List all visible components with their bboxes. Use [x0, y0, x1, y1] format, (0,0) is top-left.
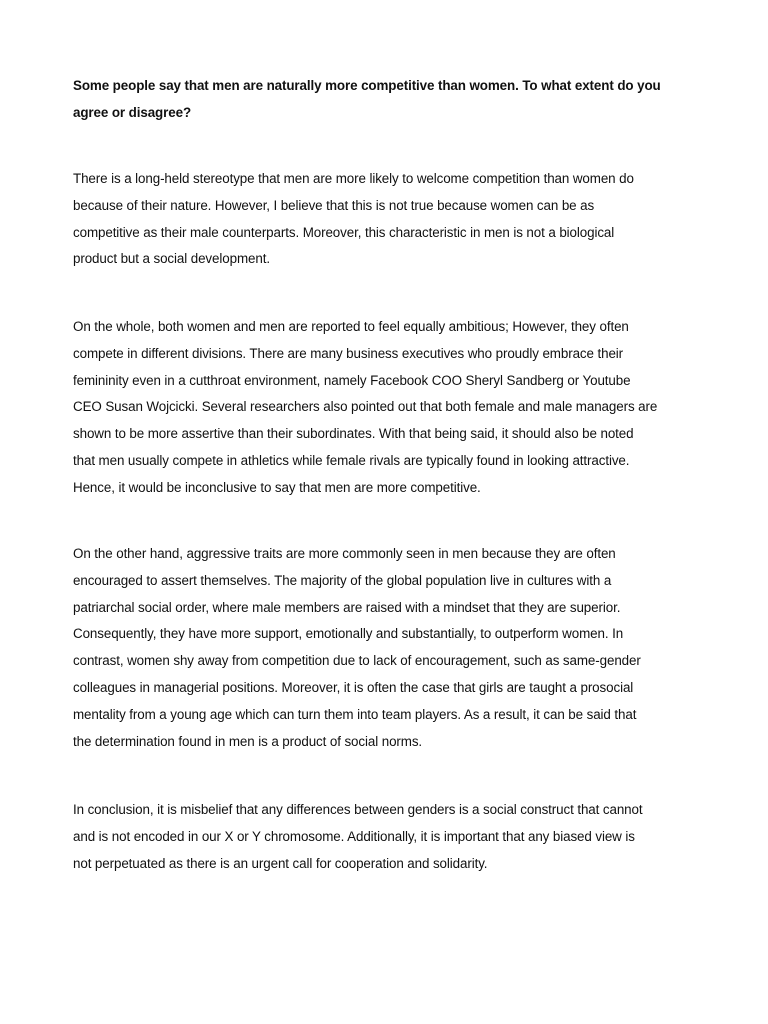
text-line: There is a long-held stereotype that men are more likely to welcome competition than women do — [73, 171, 634, 186]
text-line: shown to be more assertive than their subordinates. With that being said, it should also be noted — [73, 426, 634, 442]
title-line: Some people say that men are naturally more competitive than women. To what extent do you — [73, 78, 661, 93]
text-line: the determination found in men is a product of social norms. — [73, 733, 423, 749]
body-paragraph-2 — [73, 541, 698, 755]
text-line: and is not encoded in our X or Y chromosome. Additionally, it is important that any biased view is — [73, 828, 635, 844]
essay-question-title — [73, 72, 698, 126]
conclusion-paragraph — [73, 797, 698, 877]
text-line: On the whole, both women and men are reported to feel equally ambitious; However, they often — [73, 319, 629, 334]
introduction-paragraph — [73, 166, 698, 273]
text-line: mentality from a young age which can turn them into team players. As a result, it can be said that — [73, 706, 637, 722]
text-line: that men usually compete in athletics while female rivals are typically found in looking attractive. — [73, 452, 630, 468]
text-line: competitive as their male counterparts. Moreover, this characteristic in men is not a biological — [73, 224, 615, 240]
text-line: patriarchal social order, where male members are raised with a mindset that they are superior. — [73, 599, 621, 615]
text-line: Consequently, they have more support, emotionally and substantially, to outperform women. In — [73, 626, 624, 642]
text-line: CEO Susan Wojcicki. Several researchers also pointed out that both female and male managers are — [73, 399, 658, 415]
text-line: In conclusion, it is misbelief that any differences between genders is a social construct that cannot — [73, 802, 643, 817]
text-line: Hence, it would be inconclusive to say that men are more competitive. — [73, 479, 481, 495]
text-line: compete in different divisions. There are many business executives who proudly embrace their — [73, 345, 624, 361]
text-line: because of their nature. However, I believe that this is not true because women can be as — [73, 197, 595, 213]
text-line: femininity even in a cutthroat environment, namely Facebook COO Sheryl Sandberg or Youtube — [73, 372, 631, 388]
text-line: colleagues in managerial positions. Moreover, it is often the case that girls are taught a prosocial — [73, 679, 634, 695]
text-line: encouraged to assert themselves. The majority of the global population live in cultures with a — [73, 572, 612, 588]
text-line: On the other hand, aggressive traits are more commonly seen in men because they are often — [73, 546, 616, 561]
title-line: agree or disagree? — [73, 105, 192, 120]
text-line: not perpetuated as there is an urgent call for cooperation and solidarity. — [73, 855, 488, 871]
text-line: product but a social development. — [73, 251, 270, 267]
text-line: contrast, women shy away from competition due to lack of encouragement, such as same-gender — [73, 653, 641, 669]
body-paragraph-1 — [73, 314, 698, 502]
